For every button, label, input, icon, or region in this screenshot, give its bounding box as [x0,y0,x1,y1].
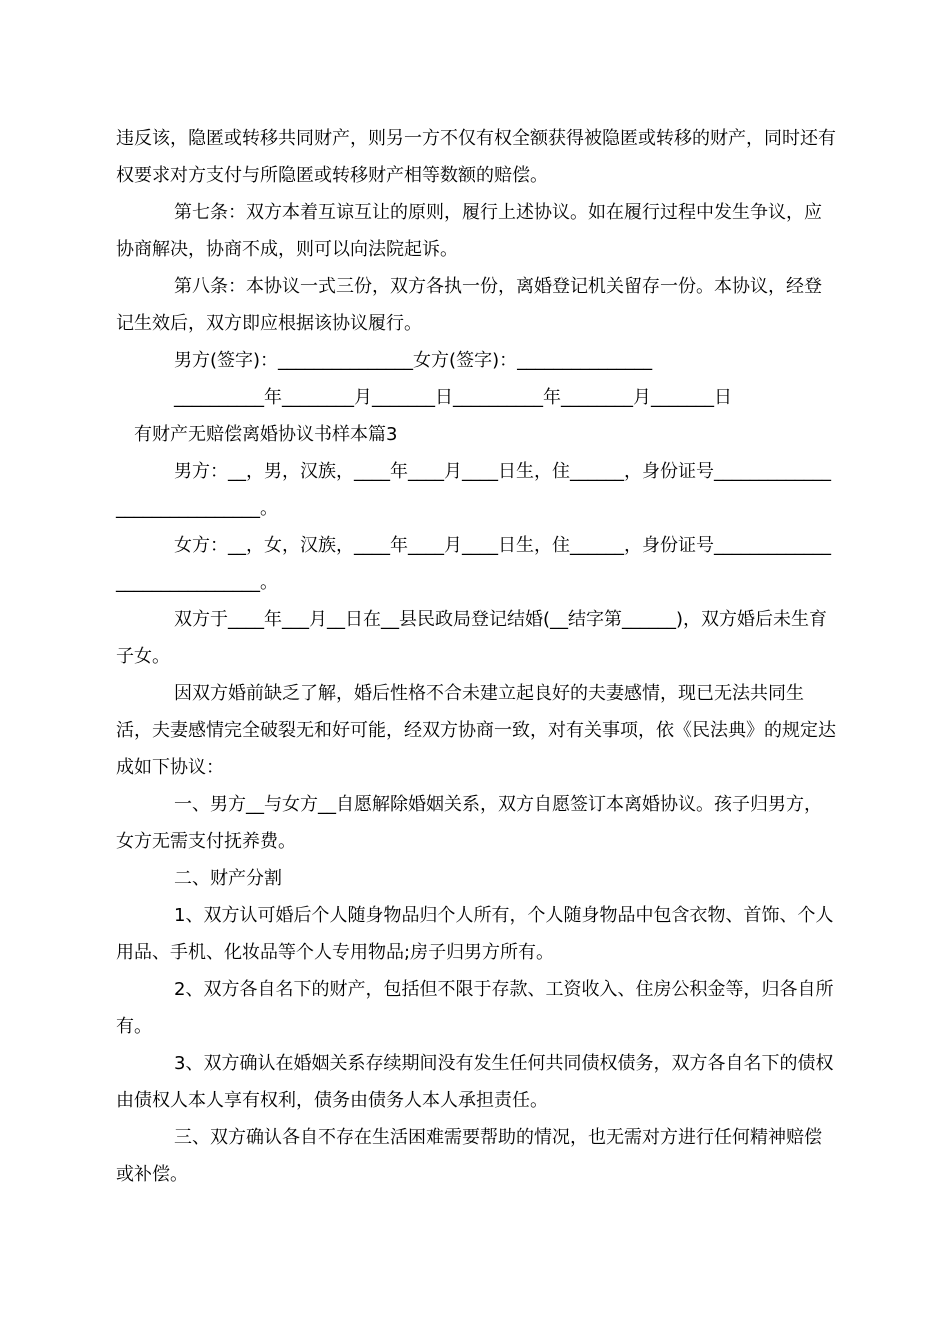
date-line: __________年________月_______日__________年________月_______日 [174,387,732,408]
document-body [116,120,838,1193]
paragraph-marriage-registration: 双方于____年___月__日在__县民政局登记结婚(__结字第______)，双方婚后未生育子女。 [116,609,828,667]
signature-line: 男方(签字)：_______________女方(签字)：_______________ [174,350,653,371]
section-title: 有财产无赔偿离婚协议书样本篇3 [134,424,398,445]
paragraph-item-2-3: 3、双方确认在婚姻关系存续期间没有发生任何共同债权债务，双方各自名下的债权由债权人本人享有权利，债务由债务人本人承担责任。 [116,1053,834,1111]
paragraph-item-1: 一、男方__与女方__自愿解除婚姻关系，双方自愿签订本离婚协议。孩子归男方，女方无需支付抚养费。 [116,794,822,852]
paragraph-divorce-reason: 因双方婚前缺乏了解，婚后性格不合未建立起良好的夫妻感情，现已无法共同生活，夫妻感情完全破裂无和好可能，经双方协商一致，对有关事项，依《民法典》的规定达成如下协议： [116,683,836,778]
paragraph-item-3: 三、双方确认各自不存在生活困难需要帮助的情况，也无需对方进行任何精神赔偿或补偿。 [116,1127,822,1185]
paragraph-item-2-2: 2、双方各自名下的财产，包括但不限于存款、工资收入、住房公积金等，归各自所有。 [116,979,834,1037]
paragraph-item-2-heading: 二、财产分割 [174,868,282,889]
paragraph-concealment-clause: 违反该，隐匿或转移共同财产，则另一方不仅有权全额获得被隐匿或转移的财产，同时还有权要求对方支付与所隐匿或转移财产相等数额的赔偿。 [116,128,836,186]
paragraph-article-8: 第八条：本协议一式三份，双方各执一份，离婚登记机关留存一份。本协议，经登记生效后，双方即应根据该协议履行。 [116,276,822,334]
paragraph-woman-info: 女方：__，女，汉族，____年____月____日生，住______，身份证号_____________________________。 [116,535,831,593]
paragraph-article-7: 第七条：双方本着互谅互让的原则，履行上述协议。如在履行过程中发生争议，应协商解决，协商不成，则可以向法院起诉。 [116,202,822,260]
paragraph-item-2-1: 1、双方认可婚后个人随身物品归个人所有，个人随身物品中包含衣物、首饰、个人用品、手机、化妆品等个人专用物品;房子归男方所有。 [116,905,834,963]
paragraph-man-info: 男方：__，男，汉族，____年____月____日生，住______，身份证号_____________________________。 [116,461,831,519]
